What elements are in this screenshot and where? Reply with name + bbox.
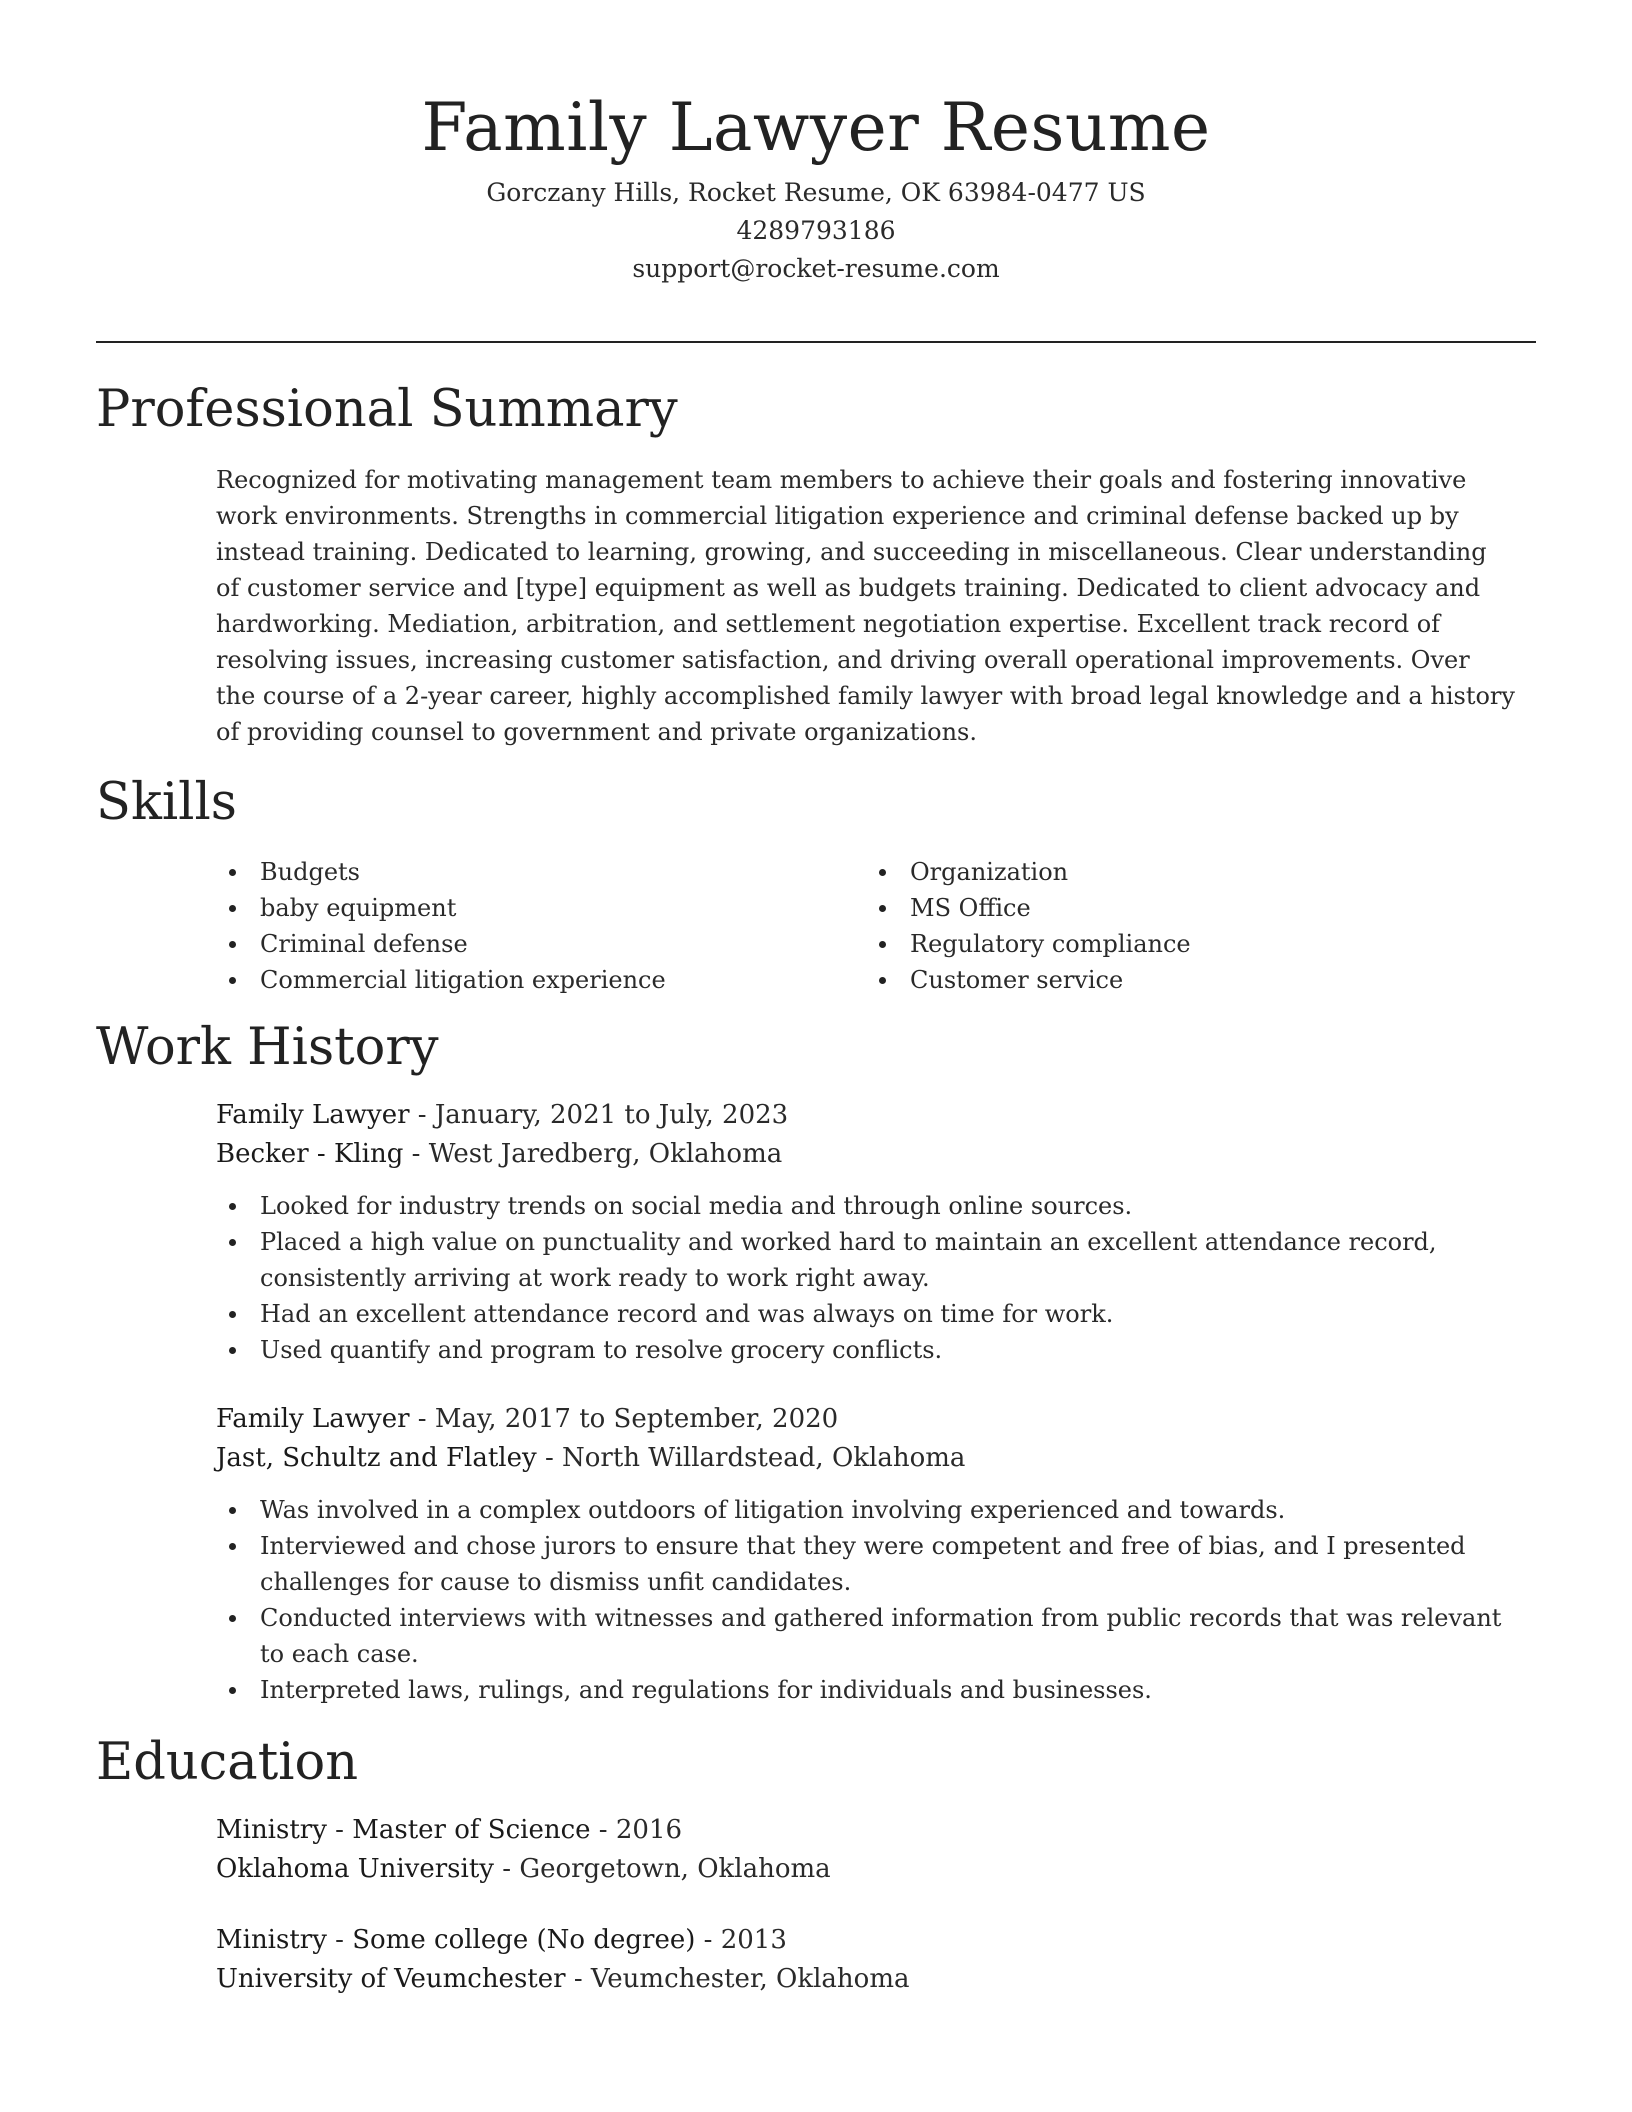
job-position: Family Lawyer <box>216 1404 410 1434</box>
education-degree: Master of Science <box>352 1815 591 1845</box>
job-duty-item: Conducted interviews with witnesses and gathered information from public records that was relevant to each case. <box>216 1600 1506 1672</box>
job-duty-item: Used quantify and program to resolve grocery conflicts. <box>216 1332 1506 1368</box>
degree-line: Ministry - Some college (No degree) - 2013 <box>216 1925 787 1955</box>
job-duties-list <box>216 1188 1516 1368</box>
skill-item: Budgets <box>216 854 866 890</box>
education-entry <box>216 1921 1516 1999</box>
education-field: Ministry <box>216 1925 327 1955</box>
education-field: Ministry <box>216 1815 327 1845</box>
skills-list <box>216 854 1516 998</box>
education-year: 2016 <box>615 1815 683 1845</box>
job-dates: May, 2017 to September, 2020 <box>434 1404 839 1434</box>
job-title-line: Family Lawyer - January, 2021 to July, 2023 <box>216 1100 789 1130</box>
education-year: 2013 <box>720 1925 787 1955</box>
job-location: North Willardstead, Oklahoma <box>562 1443 966 1473</box>
job-duty-item: Looked for industry trends on social media and through online sources. <box>216 1188 1506 1224</box>
skills-column-right <box>866 854 1516 998</box>
job-entry <box>216 1096 1516 1368</box>
job-duty-item: Placed a high value on punctuality and worked hard to maintain an excellent attendance record, consistently arriving at work ready to work right away. <box>216 1224 1506 1296</box>
resume-header <box>96 82 1536 288</box>
education-location: Georgetown, Oklahoma <box>519 1854 831 1884</box>
resume-title: Family Lawyer Resume <box>421 89 1211 166</box>
skill-item: Commercial litigation experience <box>216 962 866 998</box>
work-history-heading: Work History <box>96 1018 439 1077</box>
school-line: Oklahoma University - Georgetown, Oklahoma <box>216 1854 831 1884</box>
skills-column-left <box>216 854 866 998</box>
job-location: West Jaredberg, Oklahoma <box>428 1139 783 1169</box>
email-text: support@rocket-resume.com <box>632 254 1000 283</box>
job-position: Family Lawyer <box>216 1100 410 1130</box>
skill-item: Criminal defense <box>216 926 866 962</box>
summary-heading: Professional Summary <box>96 380 678 439</box>
job-title-line: Family Lawyer - May, 2017 to September, 2020 <box>216 1404 839 1434</box>
school-line: University of Veumchester - Veumchester, Oklahoma <box>216 1964 910 1994</box>
header-divider <box>96 341 1536 343</box>
contact-block <box>96 174 1536 288</box>
education-school: Oklahoma University <box>216 1854 494 1884</box>
job-duty-item: Interviewed and chose jurors to ensure that they were competent and free of bias, and I presented challenges for cause to dismiss unfit candidates. <box>216 1528 1506 1600</box>
skills-heading: Skills <box>96 773 237 832</box>
skill-item: Regulatory compliance <box>866 926 1516 962</box>
education-heading: Education <box>96 1733 359 1792</box>
skill-item: Customer service <box>866 962 1516 998</box>
job-duty-item: Was involved in a complex outdoors of litigation involving experienced and towards. <box>216 1492 1506 1528</box>
education-degree: Some college (No degree) <box>352 1925 696 1955</box>
education-location: Veumchester, Oklahoma <box>590 1964 910 1994</box>
job-dates: January, 2021 to July, 2023 <box>434 1100 789 1130</box>
job-duty-item: Had an excellent attendance record and was always on time for work. <box>216 1296 1506 1332</box>
education-school: University of Veumchester <box>216 1964 566 1994</box>
summary-text: Recognized for motivating management team members to achieve their goals and fostering innovative work environments. Strengths in commercial litigation experience and criminal defense backed up by instead training. Dedicated to learning, growing, and succeeding in miscellaneous. Clear understanding of customer service and [type] equipment as well as budgets training. Dedicated to client advocacy and hardworking. Mediation, arbitration, and settlement negotiation expertise. Excellent track record of resolving issues, increasing customer satisfaction, and driving overall operational improvements. Over the course of a 2-year career, highly accomplished family lawyer with broad legal knowledge and a history of providing counsel to government and private organizations. <box>216 466 1515 746</box>
job-company: Jast, Schultz and Flatley <box>216 1443 537 1473</box>
job-company-line: Becker - Kling - West Jaredberg, Oklahoma <box>216 1139 783 1169</box>
skill-item: MS Office <box>866 890 1516 926</box>
job-company: Becker - Kling <box>216 1139 404 1169</box>
phone-text: 4289793186 <box>736 216 896 245</box>
job-entry <box>216 1400 1516 1708</box>
skill-item: baby equipment <box>216 890 866 926</box>
address-text: Gorczany Hills, Rocket Resume, OK 63984-0477 US <box>486 178 1146 207</box>
job-duty-item: Interpreted laws, rulings, and regulations for individuals and businesses. <box>216 1672 1506 1708</box>
skill-item: Organization <box>866 854 1516 890</box>
education-entry <box>216 1811 1516 1889</box>
job-duties-list <box>216 1492 1516 1708</box>
degree-line: Ministry - Master of Science - 2016 <box>216 1815 683 1845</box>
job-company-line: Jast, Schultz and Flatley - North Willardstead, Oklahoma <box>216 1443 966 1473</box>
